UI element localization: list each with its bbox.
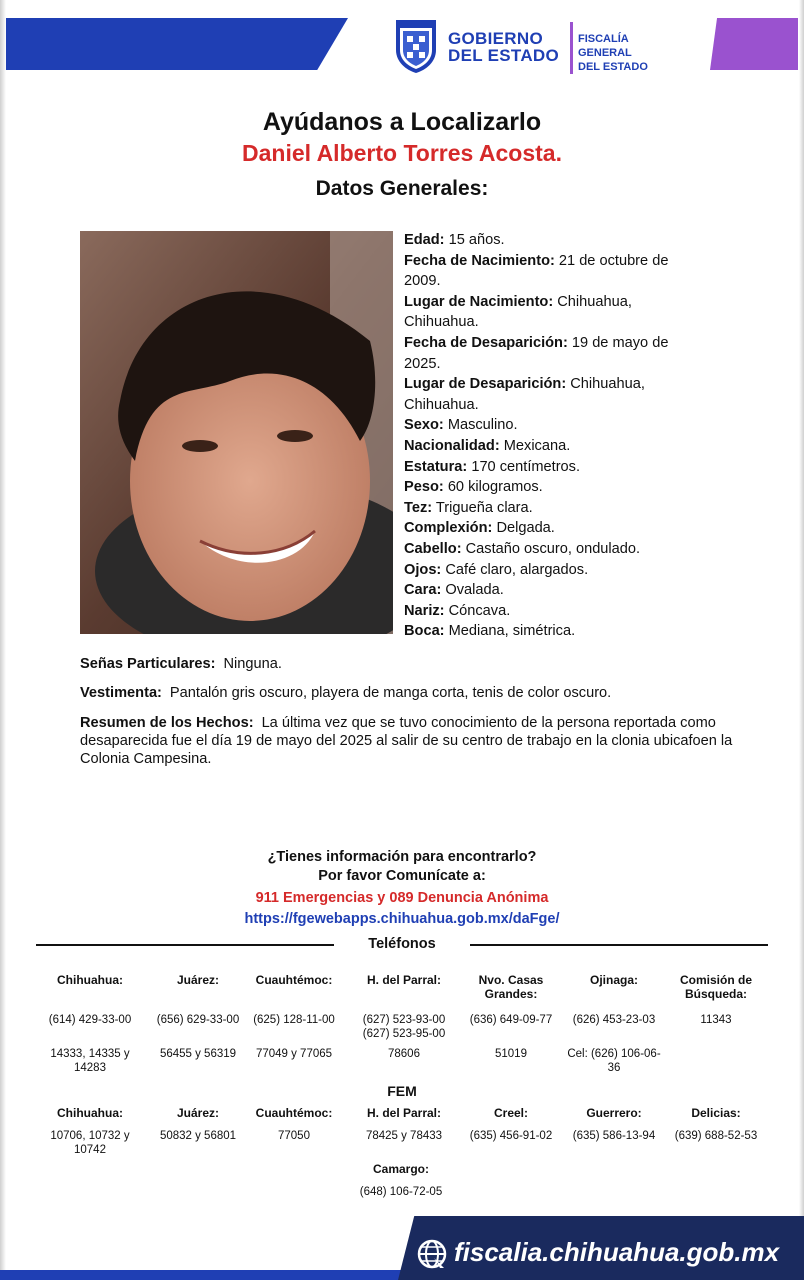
office-phone: (625) 128-11-00: [253, 1014, 335, 1026]
detail-label: Lugar de Desaparición:: [404, 376, 567, 393]
logo-divider: [570, 22, 573, 74]
office-phone: (636) 649-09-77: [469, 1014, 553, 1026]
office-extension: 51019: [495, 1048, 527, 1060]
detail-label: Ojos:: [404, 561, 442, 578]
detail-value: Ovalada.: [445, 582, 504, 599]
office-phone: (656) 629-33-00: [156, 1014, 240, 1026]
person-photo: [80, 231, 393, 634]
detail-row: [404, 374, 704, 415]
globe-icon: [416, 1238, 448, 1270]
detail-row: [404, 477, 704, 498]
logo-text: GOBIERNO DEL ESTADO: [448, 29, 559, 65]
camargo-name: Camargo:: [372, 1162, 429, 1176]
detail-value: 19 de mayo de 2025.: [404, 334, 669, 372]
detail-row: [404, 580, 704, 601]
detail-label: Sexo:: [404, 417, 444, 434]
detail-row: [404, 621, 704, 642]
office-name: H. del Parral:: [366, 973, 442, 987]
detail-value: Café claro, alargados.: [445, 561, 589, 578]
contact-call: Por favor Comunícate a:: [318, 868, 486, 884]
office-name: Comisión de Búsqueda:: [679, 973, 752, 1001]
fem-office-name: Guerrero:: [586, 1106, 642, 1120]
telefonos-heading: Teléfonos: [368, 936, 436, 952]
state-shield-icon: [392, 20, 440, 74]
detail-row: [404, 601, 704, 622]
header-blue-band: [6, 18, 348, 70]
senas-particulares: Señas Particulares: Ninguna.: [80, 656, 282, 672]
fem-office-name: Delicias:: [691, 1106, 741, 1120]
detail-label: Cabello:: [404, 540, 462, 557]
government-logo: [392, 18, 672, 76]
office-name: Nvo. Casas Grandes:: [478, 973, 544, 1001]
detail-row: [404, 436, 704, 457]
detail-row: [404, 333, 704, 374]
person-name: Daniel Alberto Torres Acosta.: [242, 140, 562, 166]
office-extension: Cel: (626) 106-06-36: [567, 1048, 661, 1074]
emergency-numbers: 911 Emergencias y 089 Denuncia Anónima: [255, 890, 549, 906]
office-phone: 11343: [700, 1014, 732, 1026]
detail-label: Boca:: [404, 623, 445, 640]
detail-label: Edad:: [404, 232, 445, 248]
detail-value: Masculino.: [447, 417, 518, 434]
resumen-hechos: Resumen de los Hechos: La última vez que se tuvo conocimiento de la persona reportada como desaparecida fue el día 19 de mayo del 2025 al salir de su centro de trabajo en la clonia ubicafoen la Colonia Campesina.: [80, 715, 733, 767]
fem-office-value: (635) 456-91-02: [469, 1130, 553, 1142]
office-phone: (627) 523-93-00 (627) 523-95-00: [362, 1014, 446, 1040]
fem-office-name: Juárez:: [176, 1106, 220, 1120]
detail-label: Peso:: [404, 479, 444, 496]
logo-fiscalia-text: FISCALÍA GENERAL DEL ESTADO: [578, 33, 648, 73]
detail-label: Estatura:: [404, 458, 468, 475]
detail-row: [404, 251, 704, 292]
detail-value: 170 centímetros.: [471, 458, 581, 475]
office-phone: (614) 429-33-00: [48, 1014, 132, 1026]
detail-label: Nacionalidad:: [404, 437, 500, 454]
detail-row: [404, 539, 704, 560]
detail-label: Cara:: [404, 582, 442, 599]
detail-label: Nariz:: [404, 602, 445, 619]
detail-row: [404, 415, 704, 436]
contact-question: ¿Tienes información para encontrarlo?: [267, 849, 537, 865]
poster-title: Ayúdanos a Localizarlo: [262, 108, 542, 136]
detail-row: [404, 560, 704, 581]
office-name: Chihuahua:: [57, 973, 123, 987]
fem-office-value: (639) 688-52-53: [674, 1130, 758, 1142]
office-name: Juárez:: [176, 973, 220, 987]
detail-row: [404, 230, 704, 251]
detail-value: Mediana, simétrica.: [448, 623, 576, 640]
office-name: Cuauhtémoc:: [255, 973, 333, 987]
detail-value: 60 kilogramos.: [447, 479, 543, 496]
detail-row: [404, 292, 704, 333]
detail-label: Lugar de Nacimiento:: [404, 293, 554, 310]
fem-office-value: 50832 y 56801: [159, 1130, 237, 1142]
detail-value: Trigueña clara.: [435, 499, 533, 516]
fem-office-value: 77050: [278, 1130, 310, 1142]
vestimenta: Vestimenta: Pantalón gris oscuro, playera de manga corta, tenis de color oscuro.: [80, 685, 612, 701]
detail-value: 21 de octubre de 2009.: [404, 252, 669, 290]
detail-label: Fecha de Nacimiento:: [404, 252, 555, 269]
fem-office-name: H. del Parral:: [366, 1106, 442, 1120]
fem-office-value: 10706, 10732 y 10742: [50, 1130, 130, 1156]
detail-row: [404, 518, 704, 539]
detail-value: Mexicana.: [503, 437, 571, 454]
header-purple-band: [710, 18, 798, 70]
section-title: Datos Generales:: [315, 177, 489, 200]
office-phone: (626) 453-23-03: [572, 1014, 656, 1026]
office-extension: 78606: [388, 1048, 420, 1060]
detail-row: [404, 498, 704, 519]
detail-value: Castaño oscuro, ondulado.: [465, 540, 641, 557]
camargo-phone: (648) 106-72-05: [359, 1186, 443, 1198]
fem-office-value: (635) 586-13-94: [572, 1130, 656, 1142]
detail-label: Tez:: [404, 499, 433, 516]
fem-office-name: Chihuahua:: [57, 1106, 123, 1120]
detail-row: [404, 457, 704, 478]
office-extension: 77049 y 77065: [255, 1048, 333, 1060]
fem-office-name: Creel:: [493, 1106, 528, 1120]
report-link[interactable]: https://fgewebapps.chihuahua.gob.mx/daFge/: [244, 911, 560, 927]
office-extension: 56455 y 56319: [159, 1048, 237, 1060]
detail-value: Chihuahua, Chihuahua.: [404, 376, 645, 413]
detail-value: 15 años.: [448, 232, 505, 248]
office-extension: 14333, 14335 y 14283: [50, 1048, 130, 1074]
fem-office-name: Cuauhtémoc:: [255, 1106, 333, 1120]
detail-value: Cóncava.: [448, 602, 511, 619]
footer-website[interactable]: fiscalia.chihuahua.gob.mx: [454, 1237, 780, 1267]
detail-label: Complexión:: [404, 520, 493, 537]
office-name: Ojinaga:: [589, 973, 638, 987]
person-details: [404, 230, 704, 642]
detail-label: Fecha de Desaparición:: [404, 334, 568, 351]
detail-value: Delgada.: [496, 520, 555, 537]
fem-office-value: 78425 y 78433: [365, 1130, 443, 1142]
fem-heading: FEM: [387, 1083, 417, 1099]
detail-value: Chihuahua, Chihuahua.: [404, 293, 632, 331]
